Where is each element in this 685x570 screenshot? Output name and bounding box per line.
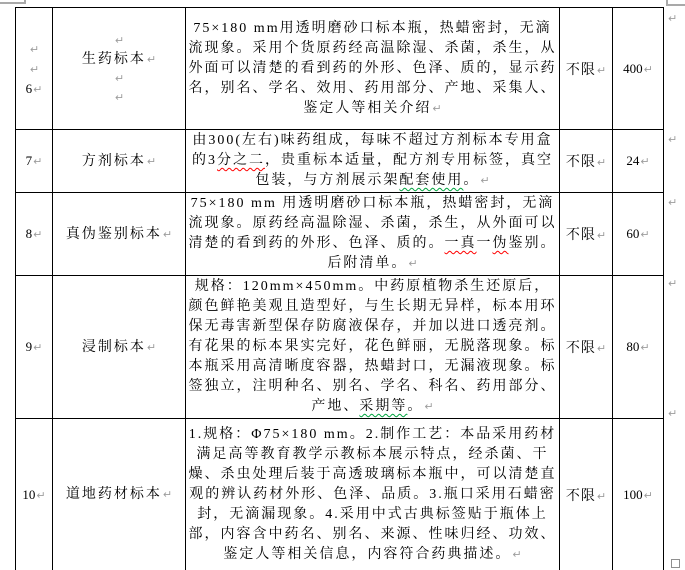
- specimen-name: 道地药材标本: [65, 487, 162, 502]
- row-number: 10: [22, 486, 36, 502]
- row-end-paragraph-mark-icon: ↵: [668, 407, 678, 420]
- row-end-paragraph-mark-icon: ↵: [668, 277, 678, 290]
- page-margin-corner-mark: [24, 0, 26, 4]
- empty-paragraph-line: [16, 39, 52, 59]
- quantity-value: 100: [623, 486, 643, 502]
- specimen-name-cell[interactable]: [53, 276, 186, 419]
- row-number-cell[interactable]: [16, 8, 53, 130]
- paragraph-mark-icon: ↵: [640, 341, 650, 354]
- paragraph-mark-icon: ↵: [640, 155, 650, 168]
- description-text: 配套使用: [399, 173, 464, 188]
- paragraph-mark-icon: ↵: [640, 228, 650, 241]
- row-number-cell[interactable]: [16, 419, 53, 570]
- paragraph-mark-icon: ↵: [480, 174, 490, 187]
- row-number: 9: [25, 339, 33, 354]
- specimen-name: 方剂标本: [81, 153, 146, 169]
- paragraph-mark-icon: ↵: [146, 52, 157, 66]
- limit-cell[interactable]: [560, 130, 613, 193]
- specimen-table: [15, 7, 664, 570]
- specimen-name: 生药标本: [81, 51, 146, 67]
- quantity-cell[interactable]: [613, 193, 664, 276]
- limit-value: 不限: [565, 155, 596, 170]
- quantity-cell[interactable]: [613, 130, 664, 193]
- paragraph-mark-icon: ↵: [424, 400, 434, 413]
- row-number-cell[interactable]: [16, 130, 53, 193]
- description-text: ，贵重标本适量，配方剂专用标签，真空包装，与方剂展示架: [255, 153, 553, 188]
- description-text: 75×180 mm用透明磨砂口标本瓶，热蜡密封，无滴流现象。采用个货原药经高温除湿、杀菌，杀生，从外面可以清楚的看到药的外形、色泽、质的，显示药名，别名、学名、效用、药用部分、产地、采集人、鉴定人等相关介绍: [188, 20, 557, 116]
- limit-value: 不限: [565, 62, 596, 78]
- description-text: 一真: [444, 236, 477, 251]
- description-text: 一: [476, 236, 493, 251]
- paragraph-mark-icon: ↵: [512, 547, 522, 561]
- paragraph-mark-icon: ↵: [162, 227, 173, 241]
- limit-cell[interactable]: [560, 193, 613, 276]
- paragraph-mark-icon: ↵: [114, 71, 125, 85]
- limit-cell[interactable]: [560, 276, 613, 419]
- description-text: 采期等: [359, 399, 408, 414]
- paragraph-mark-icon: ↵: [596, 489, 607, 503]
- row-number: 7: [25, 153, 33, 168]
- page-margin-corner-mark: [666, 0, 668, 4]
- paragraph-mark-icon: ↵: [408, 257, 418, 270]
- paragraph-mark-icon: ↵: [33, 82, 43, 96]
- paragraph-mark-icon: ↵: [33, 341, 43, 354]
- paragraph-mark-icon: ↵: [114, 33, 125, 47]
- paragraph-mark-icon: ↵: [162, 488, 173, 501]
- description-text: 规格：120mm×450mm。中药原植物杀生还原后，颜色鲜艳美观且造型好，与生长期无异样，标本用环保无毒害新型保存防腐液保存，并加以进口透亮剂。有花果的标本果实完好，花色鲜丽，无脱落现象。标本瓶采用高清晰度容器，热蜡封口，无漏液现象。标签独立，注明种名、别名、学名、科名、药用部分、产地、: [188, 279, 557, 414]
- specimen-name: 真伪鉴别标本: [65, 226, 162, 242]
- row-end-paragraph-mark-icon: ↵: [668, 12, 678, 25]
- specimen-table-body: [16, 8, 664, 570]
- description-text: 。: [463, 173, 480, 188]
- table-row: [16, 130, 664, 193]
- paragraph-mark-icon: ↵: [643, 488, 653, 502]
- paragraph-mark-icon: ↵: [596, 342, 607, 355]
- row-number-cell[interactable]: [16, 276, 53, 419]
- description-cell[interactable]: [186, 8, 560, 130]
- page-margin-corner-mark: [666, 4, 685, 6]
- limit-value: 不限: [565, 228, 596, 243]
- limit-value: 不限: [565, 341, 596, 356]
- empty-paragraph-line: [53, 88, 185, 107]
- quantity-cell[interactable]: [613, 419, 664, 570]
- description-text: 伪: [492, 236, 509, 251]
- empty-paragraph-line: [53, 31, 185, 50]
- specimen-name-cell[interactable]: [53, 193, 186, 276]
- paragraph-mark-icon: ↵: [29, 62, 40, 76]
- quantity-cell[interactable]: [613, 8, 664, 130]
- empty-paragraph-line: [53, 69, 185, 88]
- row-end-paragraph-mark-icon: ↵: [668, 133, 678, 146]
- paragraph-mark-icon: ↵: [146, 340, 157, 354]
- limit-cell[interactable]: [560, 8, 613, 130]
- description-cell[interactable]: [186, 276, 560, 419]
- page-margin-corner-mark: [0, 2, 26, 4]
- table-row: [16, 8, 664, 130]
- table-row: [16, 276, 664, 419]
- paragraph-mark-icon: ↵: [33, 228, 43, 241]
- description-cell[interactable]: [186, 193, 560, 276]
- description-cell[interactable]: [186, 419, 560, 570]
- description-text: 75×180 mm 用透明磨砂口标本瓶，热蜡密封，无滴流现象。原药经高温除湿、杀菌，杀生，从外面可以清楚的看到药的外形、色泽、质的。: [188, 196, 557, 251]
- quantity-value: 60: [626, 226, 640, 241]
- description-text: 。: [407, 399, 424, 414]
- limit-cell[interactable]: [560, 419, 613, 570]
- paragraph-mark-icon: ↵: [29, 42, 40, 56]
- specimen-name-cell[interactable]: [53, 130, 186, 193]
- paragraph-mark-icon: ↵: [36, 488, 46, 502]
- description-text: 分之二: [217, 153, 265, 168]
- specimen-name: 浸制标本: [81, 339, 146, 355]
- paragraph-mark-icon: ↵: [114, 90, 125, 104]
- quantity-cell[interactable]: [613, 276, 664, 419]
- paragraph-mark-icon: ↵: [596, 229, 607, 242]
- paragraph-mark-icon: ↵: [596, 156, 607, 169]
- table-row: [16, 193, 664, 276]
- row-number: 6: [25, 80, 33, 96]
- quantity-value: 80: [626, 339, 640, 354]
- quantity-value: 400: [623, 60, 643, 76]
- specimen-name-cell[interactable]: [53, 8, 186, 130]
- row-number: 8: [25, 226, 33, 241]
- paragraph-mark-icon: ↵: [596, 63, 607, 77]
- description-text: 1.规格：Φ75×180 mm。2.制作工艺：本品采用药材满足高等教育教学示教标本展示特点，经杀菌、干燥、杀虫处理后装于高透玻璃标本瓶中，可以清楚直观的辨认药材外形、色泽、品质。3.瓶口采用石蜡密封，无滴漏现象。4.采用中式古典标签贴于瓶体上部，内容含中药名、别名、来源、性味归经、功效、鉴定人等相关信息，内容符合药典描述。: [188, 426, 557, 562]
- row-end-paragraph-mark-icon: ↵: [668, 196, 678, 209]
- paragraph-mark-icon: ↵: [33, 155, 43, 168]
- paragraph-mark-icon: ↵: [146, 154, 157, 168]
- description-text: 鉴别。后附清单。: [327, 236, 557, 271]
- row-number-cell[interactable]: [16, 193, 53, 276]
- empty-paragraph-line: [16, 59, 52, 79]
- description-cell[interactable]: [186, 130, 560, 193]
- paragraph-mark-icon: ↵: [643, 62, 653, 76]
- table-row: [16, 419, 664, 570]
- quantity-value: 24: [626, 153, 640, 168]
- paragraph-mark-icon: ↵: [432, 101, 442, 115]
- table-resize-handle[interactable]: [671, 559, 680, 568]
- specimen-name-cell[interactable]: [53, 419, 186, 570]
- description-text: 由300(左右)味药组成，每味不超过方剂标本专用盒的3: [192, 133, 553, 168]
- limit-value: 不限: [565, 488, 596, 504]
